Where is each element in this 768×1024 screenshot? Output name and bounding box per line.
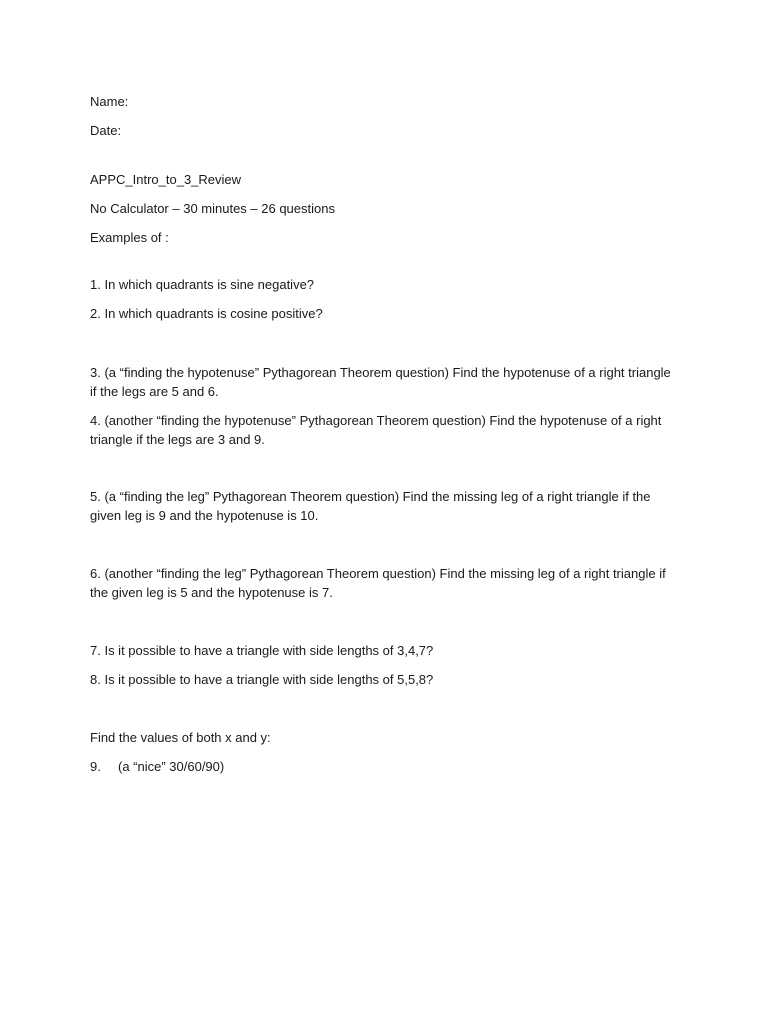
question-8: 8. Is it possible to have a triangle with side lengths of 5,5,8? bbox=[90, 672, 434, 687]
section-heading-xy: Find the values of both x and y: bbox=[90, 730, 271, 745]
question-9-text: (a “nice” 30/60/90) bbox=[118, 759, 225, 774]
question-4: 4. (another “finding the hypotenuse” Pythagorean Theorem question) Find the hypotenuse of a right triangle if the legs are 3 and 9. bbox=[90, 413, 662, 447]
question-9-number: 9. bbox=[90, 759, 101, 774]
instructions-line: No Calculator – 30 minutes – 26 questions bbox=[90, 201, 335, 216]
question-6: 6. (another “finding the leg” Pythagorean Theorem question) Find the missing leg of a right triangle if the given leg is 5 and the hypotenuse is 7. bbox=[90, 566, 666, 600]
name-label: Name: bbox=[90, 94, 129, 109]
assignment-title: APPC_Intro_to_3_Review bbox=[90, 172, 242, 187]
question-2: 2. In which quadrants is cosine positive? bbox=[90, 306, 323, 321]
question-3: 3. (a “finding the hypotenuse” Pythagorean Theorem question) Find the hypotenuse of a right triangle if the legs are 5 and 6. bbox=[90, 365, 671, 399]
examples-heading: Examples of : bbox=[90, 230, 169, 245]
date-label: Date: bbox=[90, 123, 122, 138]
question-1: 1. In which quadrants is sine negative? bbox=[90, 277, 315, 292]
question-7: 7. Is it possible to have a triangle with side lengths of 3,4,7? bbox=[90, 643, 434, 658]
question-5: 5. (a “finding the leg” Pythagorean Theorem question) Find the missing leg of a right triangle if the given leg is 9 and the hypotenuse is 10. bbox=[90, 489, 651, 523]
question-9 bbox=[90, 757, 680, 776]
